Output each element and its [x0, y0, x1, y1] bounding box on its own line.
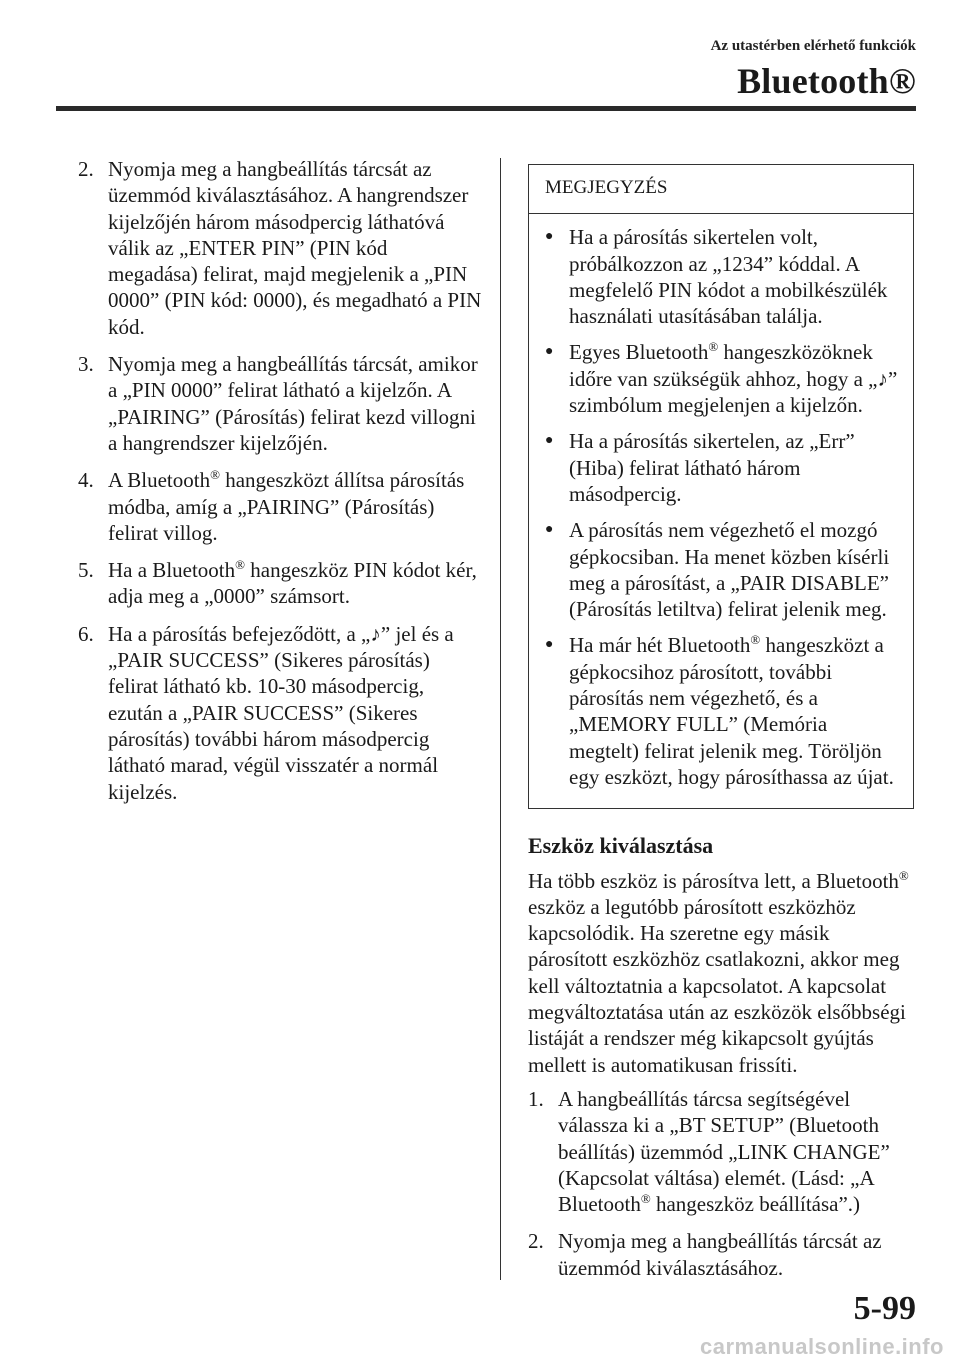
- step-number: 2.: [78, 157, 94, 181]
- section-subtitle: Eszköz kiválasztása: [528, 833, 714, 859]
- link-change-steps: [528, 1086, 914, 1281]
- pairing-steps: [78, 156, 482, 805]
- step-text: Nyomja meg a hangbeállítás tárcsát, amikor a „PIN 0000” felirat látható a kijelzőn. A „PAIRING” (Párosítás) felirat kezd villogni a hangrendszer kijelzőjén.: [108, 352, 478, 455]
- note-text: Ha a párosítás sikertelen volt, próbálkozzon az „1234” kóddal. A megfelelő PIN kódot a mobilkészülék használati utasításában találja.: [569, 225, 888, 329]
- step-text: A Bluetooth® hangeszközt állítsa párosítás módba, amíg a „PAIRING” (Párosítás) felirat villog.: [108, 467, 465, 545]
- right-column: [528, 164, 914, 1292]
- list-item: [545, 632, 899, 790]
- column-divider: [500, 158, 501, 1280]
- list-item: [78, 351, 482, 456]
- bullet-icon: ●: [545, 522, 554, 538]
- note-box: [528, 164, 914, 809]
- page-number: 5-99: [853, 1290, 916, 1327]
- list-item: [78, 156, 482, 340]
- note-title: MEGJEGYZÉS: [529, 165, 913, 214]
- list-item: [545, 517, 899, 622]
- left-column: [78, 156, 482, 816]
- watermark[interactable]: carmanualsonline.info: [700, 1334, 944, 1359]
- note-text: Ha már hét Bluetooth® hangeszközt a gépkocsihoz párosított, további párosítás nem végezhető, és a „MEMORY FULL” (Memória megtelt) felirat jelenik meg. Töröljön egy eszközt, hogy párosíthassa az újat.: [569, 632, 894, 789]
- step-number: 4.: [78, 468, 94, 493]
- step-number: 3.: [78, 352, 94, 377]
- step-number: 2.: [528, 1229, 544, 1254]
- body-paragraph: Ha több eszköz is párosítva lett, a Bluetooth® eszköz a legutóbb párosított eszközhöz kapcsolódik. Ha szeretne egy másik párosított eszközhöz csatlakozni, akkor meg kell változtatnia a kapcsolatot. A kapcsolat megváltoztatása után az eszközök elsőbbségi listáját a rendszer még kikapcsolt gyújtás mellett is automatikusan frissíti.: [528, 867, 909, 1077]
- bullet-icon: ●: [545, 344, 554, 360]
- note-body: [529, 214, 913, 808]
- section-heading: Az utastérben elérhető funkciók: [710, 38, 916, 54]
- page-title: Bluetooth®: [737, 61, 916, 101]
- note-text: A párosítás nem végezhető el mozgó gépkocsiban. Ha menet közben kísérli meg a párosítást, a „PAIR DISABLE” (Párosítás letiltva) felirat jelenik meg.: [569, 518, 890, 622]
- list-item: [545, 339, 899, 418]
- bullet-icon: ●: [545, 433, 554, 449]
- header-divider: [56, 106, 916, 111]
- step-text: Nyomja meg a hangbeállítás tárcsát az üzemmód kiválasztásához. A hangrendszer kijelzőjén három másodpercig láthatóvá válik az „ENTER PIN” (PIN kód megadása) felirat, majd megjelenik a „PIN 0000” (PIN kód: 0000), és megadható a PIN kód.: [108, 157, 482, 339]
- note-text: Egyes Bluetooth® hangeszközöknek időre van szükségük ahhoz, hogy a „♪” szimbólum megjelenjen a kijelzőn.: [569, 339, 898, 418]
- step-number: 1.: [528, 1086, 544, 1111]
- step-number: 6.: [78, 621, 94, 646]
- list-item: [528, 1086, 914, 1217]
- step-text: A hangbeállítás tárcsa segítségével válassza ki a „BT SETUP” (Bluetooth beállítás) üzemmód „LINK CHANGE” (Kapcsolat váltása) elemét. (Lásd: „A Bluetooth® hangeszköz beállítása”.): [558, 1086, 890, 1217]
- step-number: 5.: [78, 558, 94, 583]
- list-item: [545, 224, 899, 329]
- list-item: [78, 557, 482, 610]
- list-item: [78, 621, 482, 805]
- note-text: Ha a párosítás sikertelen, az „Err” (Hiba) felirat látható három másodpercig.: [569, 429, 855, 506]
- step-text: Ha a Bluetooth® hangeszköz PIN kódot kér, adja meg a „0000” számsort.: [108, 557, 477, 609]
- bullet-icon: ●: [545, 229, 554, 245]
- list-item: [545, 428, 899, 507]
- bullet-icon: ●: [545, 637, 554, 653]
- step-text: Nyomja meg a hangbeállítás tárcsát az üzemmód kiválasztásához.: [558, 1229, 882, 1280]
- list-item: [528, 1228, 914, 1281]
- step-text: Ha a párosítás befejeződött, a „♪” jel és a „PAIR SUCCESS” (Sikeres párosítás) felirat látható kb. 10-30 másodpercig, ezután a „PAIR SUCCESS” (Sikeres párosítás) további három másodpercig látható marad, végül visszatér a normál kijelzés.: [108, 621, 454, 804]
- list-item: [78, 467, 482, 546]
